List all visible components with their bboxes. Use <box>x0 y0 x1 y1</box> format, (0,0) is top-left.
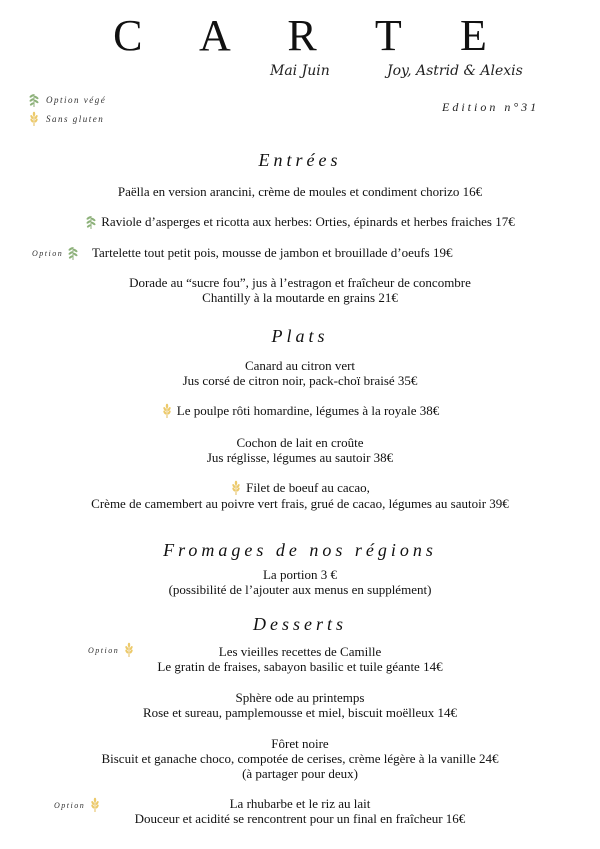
dessert-camille-line2: Le gratin de fraises, sabayon basilic et tuile géante 14€ <box>157 659 443 674</box>
dish-tartelette: Tartelette tout petit pois, mousse de jambon et brouillade d’oeufs 19€ <box>92 245 453 260</box>
option-label: Option <box>88 645 120 655</box>
menu-title: C A R T E <box>113 11 511 60</box>
dish-filet-line1 <box>0 480 600 496</box>
signature-names: Joy, Astrid & Alexis <box>387 63 523 79</box>
leaf-icon <box>67 245 79 261</box>
option-label: Option <box>54 800 86 810</box>
dessert-foret-line2: Biscuit et ganache choco, compotée de cerises, crème légère à la vanille 24€ <box>101 751 499 766</box>
dish-filet-line2: Crème de camembert au poivre vert frais, grué de cacao, légumes au sautoir 39€ <box>91 496 509 511</box>
dessert-foret-line3: (à partager pour deux) <box>242 766 358 781</box>
dish-raviole-text: Raviole d’asperges et ricotta aux herbes: Orties, épinards et herbes fraiches 17€ <box>101 214 515 229</box>
dessert-rhubarbe-line1: La rhubarbe et le riz au lait <box>229 796 371 811</box>
dessert-camille-line1: Les vieilles recettes de Camille <box>218 644 382 659</box>
section-title-fromages: Fromages de nos régions <box>163 540 437 560</box>
wheat-icon <box>28 111 40 127</box>
dish-raviole <box>0 214 600 230</box>
dish-cochon-line2: Jus réglisse, légumes au sautoir 38€ <box>206 450 394 465</box>
wheat-icon <box>230 480 242 496</box>
option-marker-tartelette <box>32 245 79 261</box>
dish-poulpe-text: Le poulpe rôti homardine, légumes à la royale 38€ <box>176 403 440 418</box>
section-title-desserts: Desserts <box>253 614 347 634</box>
dish-dorade-line1: Dorade au “sucre fou”, jus à l’estragon et fraîcheur de concombre <box>129 275 471 290</box>
wheat-icon <box>161 403 173 419</box>
dessert-sphere-line1: Sphère ode au printemps <box>235 690 365 705</box>
dish-canard-line2: Jus corsé de citron noir, pack-choï braisé 35€ <box>182 373 418 388</box>
fromage-note: (possibilité de l’ajouter aux menus en supplément) <box>168 582 432 597</box>
legend-gluten-label: Sans gluten <box>46 114 105 124</box>
dish-filet-text: Filet de boeuf au cacao, <box>246 480 370 495</box>
dish-poulpe <box>0 403 600 419</box>
dish-cochon-line1: Cochon de lait en croûte <box>236 435 364 450</box>
option-label: Option <box>32 248 64 258</box>
dish-paella: Paëlla en version arancini, crème de moules et condiment chorizo 16€ <box>117 184 483 199</box>
dessert-rhubarbe-line2: Douceur et acidité se rencontrent pour un final en fraîcheur 16€ <box>134 811 466 826</box>
dish-dorade-line2: Chantilly à la moutarde en grains 21€ <box>202 290 398 305</box>
legend-vege <box>28 92 106 108</box>
dessert-foret-line1: Fôret noire <box>271 736 329 751</box>
legend-gluten <box>28 111 104 127</box>
leaf-icon <box>28 92 40 108</box>
legend-vege-label: Option végé <box>46 95 107 105</box>
section-title-entrees: Entrées <box>258 150 342 170</box>
signature-months: Mai Juin <box>270 63 330 79</box>
edition-number: Edition n°31 <box>442 100 540 114</box>
leaf-icon <box>85 214 97 230</box>
fromage-portion: La portion 3 € <box>262 567 337 582</box>
dish-canard-line1: Canard au citron vert <box>244 358 356 373</box>
section-title-plats: Plats <box>271 326 329 346</box>
dessert-sphere-line2: Rose et sureau, pamplemousse et miel, biscuit moëlleux 14€ <box>142 705 458 720</box>
